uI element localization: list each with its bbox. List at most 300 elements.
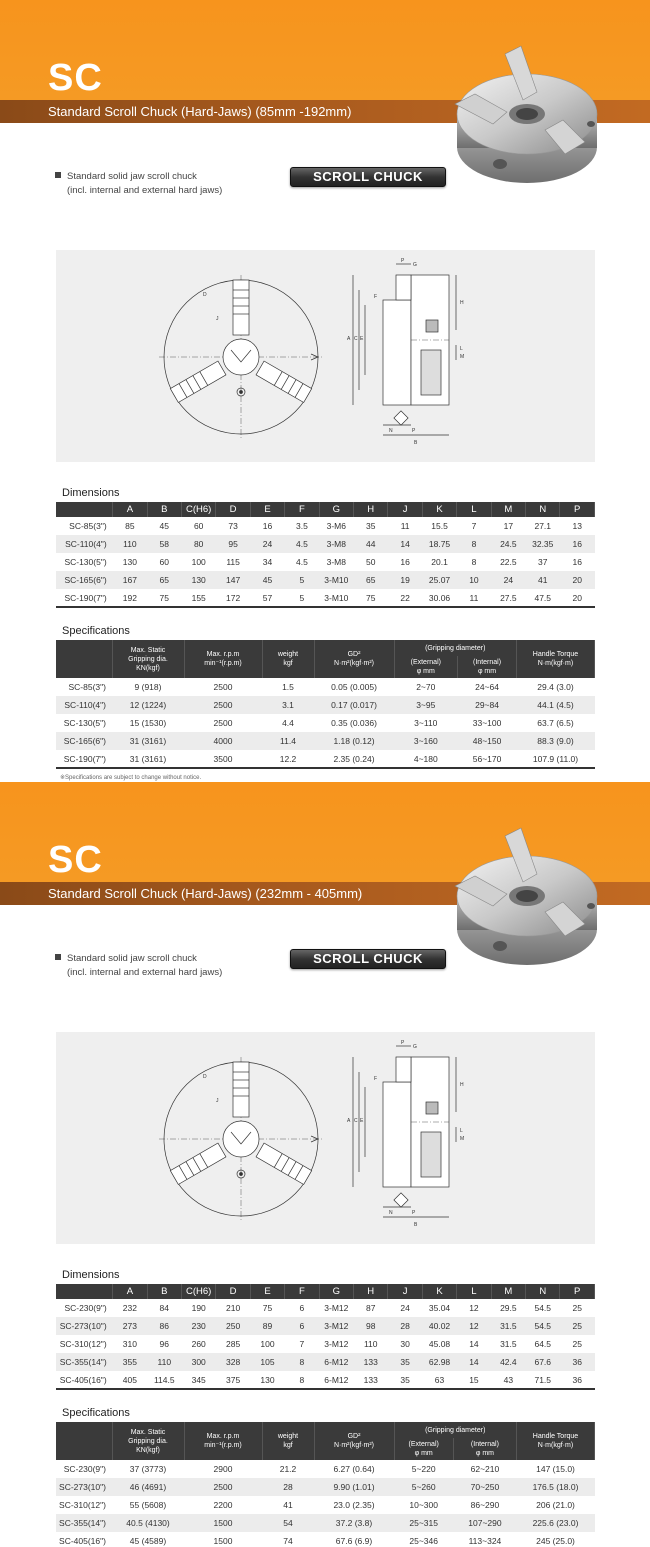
bullet-square-icon: [55, 954, 61, 960]
table-cell: 405: [113, 1371, 147, 1389]
table-cell: 1.18 (0.12): [314, 732, 394, 750]
header-model: [56, 640, 112, 678]
table-cell: SC-130(5"): [63, 718, 106, 728]
table-cell: 25: [572, 1339, 582, 1349]
table-cell: 3-M8: [319, 535, 353, 553]
table-cell: 3~160: [394, 732, 458, 750]
table-cell: 20.1: [431, 557, 448, 567]
table-cell: 9 (918): [134, 682, 162, 692]
table-cell: 41: [283, 1500, 293, 1510]
table-row: [56, 1317, 595, 1335]
header-external: (External) φ mm: [394, 1438, 453, 1460]
header-external: (External) φ mm: [394, 656, 458, 678]
table-cell: 63: [422, 1371, 456, 1389]
table-cell: SC-230(9"): [63, 1464, 106, 1474]
feature-bullet: [55, 170, 197, 183]
table-cell: 328: [216, 1353, 250, 1371]
table-cell: SC-85(3"): [68, 682, 106, 692]
table-row: [56, 696, 595, 714]
table-cell: SC-85(3"): [69, 521, 107, 531]
header-gripping-diameter: (Gripping diameter): [394, 1422, 517, 1438]
dim-header-cell: B: [147, 502, 181, 517]
table-cell: 70~250: [453, 1478, 516, 1496]
table-cell: 100: [260, 1339, 275, 1349]
table-cell: 14: [457, 1353, 491, 1371]
table-cell: 21.2: [279, 1464, 297, 1474]
dim-header-cell: G: [319, 1284, 353, 1299]
label-A: A: [347, 336, 351, 342]
dim-header-cell: H: [354, 502, 388, 517]
table-cell: 355: [113, 1353, 147, 1371]
table-cell: SC-110(4"): [56, 535, 113, 553]
table-cell: 86~290: [470, 1500, 500, 1510]
table-row: [56, 1335, 595, 1353]
table-cell: 24~64: [475, 682, 499, 692]
table-cell: 5~260: [394, 1478, 453, 1496]
table-cell: 31.5: [500, 1339, 517, 1349]
technical-drawing: [56, 250, 595, 462]
table-cell: 24: [250, 535, 284, 553]
label-P: P: [401, 258, 405, 264]
header-gd2: GD² N·m²(kgf·m²): [314, 640, 394, 678]
table-cell: 41: [526, 571, 560, 589]
label-D: D: [203, 292, 207, 298]
table-cell: 210: [226, 1303, 241, 1313]
table-cell: 58: [147, 535, 181, 553]
dim-header-cell: [56, 502, 113, 517]
feature-bullet-continued: [55, 184, 222, 197]
dim-header-cell: A: [113, 502, 147, 517]
dim-header-cell: P: [560, 1284, 595, 1299]
table-cell: 6-M12: [319, 1371, 353, 1389]
table-cell: 15: [457, 1371, 491, 1389]
table-cell: 133: [354, 1353, 388, 1371]
table-cell: 3-M12: [324, 1303, 349, 1313]
label-N: P: [412, 428, 416, 434]
table-cell: 107.9 (11.0): [517, 750, 595, 768]
table-cell: 3-M12: [319, 1317, 353, 1335]
table-cell: 6: [299, 1303, 305, 1313]
table-cell: 44: [354, 535, 388, 553]
table-cell: 16: [400, 557, 410, 567]
table-cell: 25~346: [394, 1532, 453, 1547]
table-cell: 57: [250, 589, 284, 607]
table-row: [56, 517, 595, 535]
table-cell: 2.35 (0.24): [314, 750, 394, 768]
dim-header-cell: G: [319, 502, 353, 517]
table-cell: 15.5: [431, 521, 448, 531]
table-cell: 46 (4691): [112, 1478, 184, 1496]
table-cell: SC-165(6"): [56, 571, 113, 589]
table-cell: 110: [147, 1353, 181, 1371]
table-cell: 2200: [213, 1500, 233, 1510]
dim-header-cell: C(H6): [181, 502, 215, 517]
table-cell: 7: [299, 1339, 305, 1349]
table-row: [56, 571, 595, 589]
table-cell: 10~300: [409, 1500, 438, 1510]
table-cell: 36: [560, 1353, 595, 1371]
label-K: L: [460, 1128, 463, 1134]
table-cell: 4.4: [282, 718, 294, 728]
table-row: [56, 1532, 595, 1547]
table-cell: 36: [560, 1371, 595, 1389]
table-cell: 88.3 (9.0): [517, 732, 595, 750]
table-cell: 9.90 (1.01): [314, 1478, 394, 1496]
table-cell: 6-M12: [319, 1353, 353, 1371]
table-cell: 54: [262, 1514, 314, 1532]
table-cell: 87: [365, 1303, 376, 1313]
table-cell: 105: [250, 1353, 284, 1371]
table-cell: 24: [491, 571, 525, 589]
table-cell: SC-165(6"): [56, 732, 112, 750]
table-cell: 73: [228, 521, 238, 531]
header-weight: weight kgf: [262, 1422, 314, 1460]
label-G: G: [413, 1044, 417, 1050]
table-cell: 1500: [184, 1514, 262, 1532]
table-cell: 35: [388, 1353, 422, 1371]
table-cell: 64.5: [534, 1339, 552, 1349]
table-cell: 71.5: [526, 1371, 560, 1389]
table-cell: 130: [181, 571, 215, 589]
table-cell: 0.05 (0.005): [331, 682, 377, 692]
table-cell: SC-405(16"): [56, 1371, 113, 1389]
specifications-table: [56, 1422, 595, 1547]
dim-header-cell: F: [285, 1284, 319, 1299]
bullet-square-icon: [55, 172, 61, 178]
chuck-photo-icon: [445, 824, 605, 974]
table-cell: 28: [388, 1317, 422, 1335]
scroll-chuck-badge: SCROLL CHUCK: [290, 949, 446, 969]
table-cell: 22: [388, 589, 422, 607]
table-cell: 60: [159, 557, 170, 567]
table-cell: 0.17 (0.017): [314, 696, 394, 714]
table-cell: 3.5: [295, 521, 308, 531]
dim-header-cell: K: [422, 502, 456, 517]
table-cell: 8: [285, 1353, 319, 1371]
table-cell: 225.6 (23.0): [517, 1514, 595, 1532]
label-L: M: [460, 354, 465, 360]
page-title: SC: [48, 57, 103, 99]
dim-header-cell: F: [285, 502, 319, 517]
table-cell: SC-110(4"): [56, 696, 112, 714]
table-cell: 12: [457, 1317, 491, 1335]
table-cell: 89: [250, 1317, 284, 1335]
table-cell: 32.35: [526, 535, 560, 553]
table-cell: 14: [388, 535, 422, 553]
dim-header-cell: D: [216, 1284, 250, 1299]
table-cell: 67.6 (6.9): [314, 1532, 394, 1547]
table-cell: 25: [572, 1303, 582, 1313]
table-cell: SC-405(16"): [56, 1532, 112, 1547]
feature-bullet-continued: [55, 966, 222, 979]
table-cell: SC-190(7"): [56, 589, 113, 607]
label-D: D: [203, 1074, 207, 1080]
label-F: F: [374, 294, 378, 300]
table-cell: 27.5: [491, 589, 525, 607]
table-cell: 29.4 (3.0): [537, 682, 574, 692]
dim-header-cell: H: [354, 1284, 388, 1299]
header-max-rpm: Max. r.p.m min⁻¹(r.p.m): [184, 640, 262, 678]
dimensions-table: [56, 1284, 595, 1390]
table-row: [56, 1514, 595, 1532]
label-F: F: [374, 1076, 378, 1082]
table-cell: 47.5: [526, 589, 560, 607]
label-B: B: [414, 1222, 418, 1228]
table-cell: 30.06: [422, 589, 456, 607]
table-cell: 2500: [184, 696, 262, 714]
dim-header-cell: L: [457, 1284, 491, 1299]
label-H: H: [460, 1082, 464, 1088]
table-cell: 37 (3773): [129, 1464, 167, 1474]
table-cell: 45.08: [428, 1339, 451, 1349]
table-cell: 3500: [184, 750, 262, 768]
table-cell: 190: [191, 1303, 206, 1313]
table-cell: 35.04: [428, 1303, 451, 1313]
dim-header-cell: B: [147, 1284, 181, 1299]
table-cell: 1500: [184, 1532, 262, 1547]
table-cell: 40.5 (4130): [112, 1514, 184, 1532]
table-row: [56, 535, 595, 553]
front-view-drawing: [159, 275, 323, 439]
table-cell: 65: [354, 571, 388, 589]
table-cell: 2~70: [416, 682, 436, 692]
dim-header-cell: K: [422, 1284, 456, 1299]
table-cell: 3~110: [414, 718, 438, 728]
table-cell: 310: [122, 1339, 137, 1349]
table-cell: 63.7 (6.5): [537, 718, 574, 728]
table-cell: 15 (1530): [129, 718, 167, 728]
table-cell: 206 (21.0): [536, 1500, 575, 1510]
feature-text: Standard solid jaw scroll chuck: [67, 953, 197, 964]
specifications-table: [56, 640, 595, 769]
table-cell: 172: [216, 589, 250, 607]
table-cell: 176.5 (18.0): [517, 1478, 595, 1496]
table-cell: 11: [400, 521, 410, 531]
table-cell: 245 (25.0): [517, 1532, 595, 1547]
label-B: B: [414, 440, 418, 446]
header-max-rpm: Max. r.p.m min⁻¹(r.p.m): [184, 1422, 262, 1460]
table-cell: 20: [560, 571, 595, 589]
table-cell: 14: [469, 1339, 479, 1349]
table-cell: 5: [285, 571, 319, 589]
table-cell: 54.5: [526, 1317, 560, 1335]
table-cell: 37.2 (3.8): [314, 1514, 394, 1532]
table-cell: 13: [572, 521, 582, 531]
table-cell: 4~180: [394, 750, 458, 768]
dim-header-cell: M: [491, 1284, 525, 1299]
table-cell: 33~100: [472, 718, 502, 728]
table-cell: 48~150: [458, 732, 517, 750]
header-model: [56, 1422, 112, 1460]
table-cell: 130: [122, 557, 137, 567]
table-cell: 115: [226, 557, 240, 567]
table-header-row: [56, 1284, 595, 1299]
feature-text: Standard solid jaw scroll chuck: [67, 171, 197, 182]
table-cell: 65: [147, 571, 181, 589]
table-cell: 31 (3161): [112, 750, 184, 768]
table-cell: 3-M12: [324, 1339, 349, 1349]
table-row: [56, 1460, 595, 1478]
header-gripping-force: Max. Static Gripping dia. KN(kgf): [112, 1422, 184, 1460]
table-cell: 6: [285, 1317, 319, 1335]
table-header-row: [56, 1422, 595, 1438]
table-cell: 110: [363, 1339, 378, 1349]
table-cell: 0.35 (0.036): [331, 718, 377, 728]
table-cell: 2500: [184, 1478, 262, 1496]
table-cell: 110: [113, 535, 147, 553]
table-row: [56, 553, 595, 571]
table-row: [56, 1353, 595, 1371]
table-cell: 60: [193, 521, 204, 531]
table-cell: 43: [491, 1371, 525, 1389]
table-cell: 16: [262, 521, 273, 531]
table-cell: 80: [181, 535, 215, 553]
table-cell: 62.98: [422, 1353, 456, 1371]
dim-header-cell: A: [113, 1284, 147, 1299]
table-cell: 1.5: [282, 682, 294, 692]
table-cell: 285: [226, 1339, 241, 1349]
table-cell: 11: [457, 589, 491, 607]
table-cell: 273: [113, 1317, 147, 1335]
table-cell: 50: [365, 557, 376, 567]
dim-header-cell: J: [388, 502, 422, 517]
table-cell: 19: [388, 571, 422, 589]
table-row: [56, 1496, 595, 1514]
table-cell: 86: [147, 1317, 181, 1335]
table-cell: 96: [159, 1339, 170, 1349]
table-cell: 2500: [213, 682, 233, 692]
table-cell: 29.5: [500, 1303, 517, 1313]
table-cell: SC-310(12"): [59, 1339, 107, 1349]
table-header-row: [56, 502, 595, 517]
table-cell: 75: [354, 589, 388, 607]
table-cell: 133: [354, 1371, 388, 1389]
table-cell: 54.5: [534, 1303, 552, 1313]
dim-header-cell: L: [457, 502, 491, 517]
dim-header-cell: D: [216, 502, 250, 517]
table-cell: 22.5: [500, 557, 517, 567]
table-cell: 62~210: [470, 1464, 500, 1474]
scroll-chuck-badge: SCROLL CHUCK: [290, 167, 446, 187]
table-cell: 3-M10: [319, 589, 353, 607]
table-cell: SC-190(7"): [56, 750, 112, 768]
table-cell: 30: [400, 1339, 410, 1349]
table-cell: SC-230(9"): [64, 1303, 107, 1313]
table-cell: 31 (3161): [112, 732, 184, 750]
table-cell: 75: [262, 1303, 273, 1313]
label-C: C: [354, 1118, 358, 1124]
table-cell: 74: [262, 1532, 314, 1547]
table-cell: 25: [560, 1317, 595, 1335]
table-row: [56, 714, 595, 732]
table-cell: SC-130(5"): [64, 557, 107, 567]
label-E: E: [360, 336, 364, 342]
table-cell: 25~315: [394, 1514, 453, 1532]
table-cell: 35: [365, 521, 376, 531]
technical-drawing: [56, 1032, 595, 1244]
table-cell: 147 (15.0): [536, 1464, 575, 1474]
footnote: ※Specifications are subject to change without notice.: [60, 775, 202, 781]
table-cell: 147: [216, 571, 250, 589]
table-cell: 2500: [213, 718, 233, 728]
table-cell: SC-273(10"): [56, 1317, 113, 1335]
header-internal: (Internal) φ mm: [453, 1438, 516, 1460]
label-C: C: [354, 336, 358, 342]
label-M: N: [389, 1210, 393, 1216]
table-row: [56, 750, 595, 768]
table-cell: 18.75: [422, 535, 456, 553]
table-cell: 4.5: [285, 535, 319, 553]
table-cell: 8: [285, 1371, 319, 1389]
table-cell: 3-M6: [326, 521, 346, 531]
table-cell: 107~290: [453, 1514, 516, 1532]
dim-header-cell: M: [491, 502, 525, 517]
table-cell: 85: [125, 521, 135, 531]
label-H: H: [460, 300, 464, 306]
table-cell: 5: [285, 589, 319, 607]
label-G: G: [413, 262, 417, 268]
table-row: [56, 589, 595, 607]
table-row: [56, 1371, 595, 1389]
table-cell: 34: [262, 557, 273, 567]
table-cell: 75: [147, 589, 181, 607]
table-cell: SC-273(10"): [56, 1478, 112, 1496]
feature-text: (incl. internal and external hard jaws): [67, 185, 223, 196]
table-cell: 12 (1224): [112, 696, 184, 714]
table-cell: 3-M8: [326, 557, 346, 567]
table-cell: 230: [181, 1317, 215, 1335]
table-cell: 23.0 (2.35): [333, 1500, 375, 1510]
header-internal: (Internal) φ mm: [458, 656, 517, 678]
front-view-drawing: [159, 1057, 323, 1221]
table-cell: 2900: [213, 1464, 233, 1474]
dimensions-heading: Dimensions: [62, 487, 120, 499]
table-cell: 232: [122, 1303, 137, 1313]
dimensions-table: [56, 502, 595, 608]
table-cell: 300: [181, 1353, 215, 1371]
table-cell: 4.5: [295, 557, 308, 567]
table-cell: 12: [469, 1303, 479, 1313]
table-cell: 100: [191, 557, 206, 567]
table-cell: 37: [538, 557, 548, 567]
header-gd2: GD² N·m²(kgf·m²): [314, 1422, 394, 1460]
dim-header-cell: [56, 1284, 113, 1299]
table-cell: 5~220: [411, 1464, 436, 1474]
table-cell: 167: [113, 571, 147, 589]
table-cell: SC-310(12"): [59, 1500, 106, 1510]
table-cell: 260: [191, 1339, 206, 1349]
feature-text: (incl. internal and external hard jaws): [67, 967, 223, 978]
table-cell: 16: [572, 557, 582, 567]
table-cell: 45: [250, 571, 284, 589]
specifications-heading: Specifications: [62, 1407, 130, 1419]
side-view-drawing: [353, 1046, 456, 1217]
table-row: [56, 1299, 595, 1317]
table-cell: 10: [457, 571, 491, 589]
dim-header-cell: N: [526, 502, 560, 517]
dim-header-cell: C(H6): [181, 1284, 215, 1299]
table-header-row: [56, 640, 595, 656]
table-cell: 12.2: [262, 750, 314, 768]
table-cell: 31.5: [491, 1317, 525, 1335]
table-cell: 95: [216, 535, 250, 553]
table-cell: 42.4: [491, 1353, 525, 1371]
dim-header-cell: J: [388, 1284, 422, 1299]
table-cell: 25.07: [422, 571, 456, 589]
table-cell: 35: [388, 1371, 422, 1389]
technical-drawing-panel: [56, 1032, 595, 1244]
dimensions-heading: Dimensions: [62, 1269, 120, 1281]
